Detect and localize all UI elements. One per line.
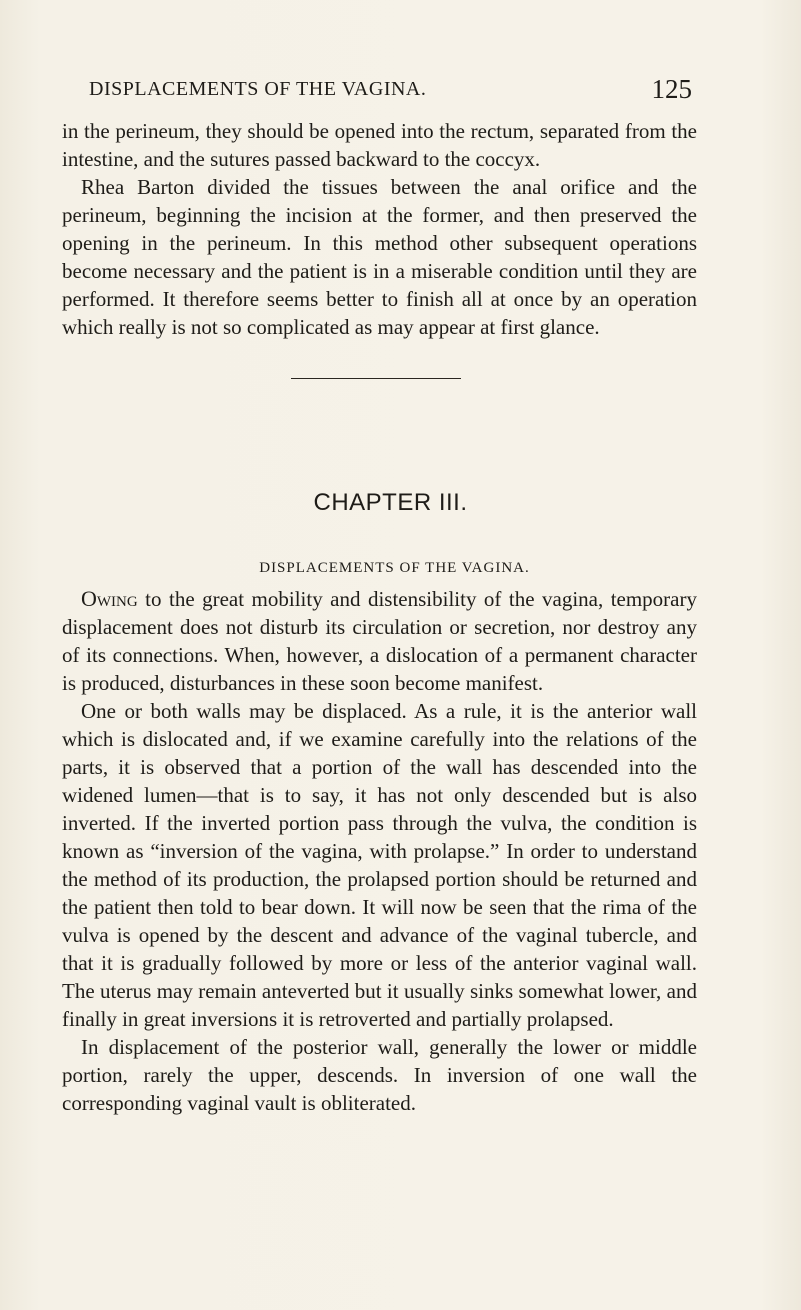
chapter-title: CHAPTER III. [313, 489, 468, 516]
paragraph-text: to the great mobility and distensibility of the vagina, temporary displacement does not disturb its circulation or secretion, nor destroy any of its connections. When, however, a dislocation of a permanent character is produced, disturbances in these soon become manifest. [62, 587, 697, 695]
running-head [88, 74, 692, 108]
chapter-subtitle: DISPLACEMENTS OF THE VAGINA. [259, 560, 530, 576]
continued-text [62, 117, 697, 341]
paragraph: Rhea Barton divided the tissues between the anal orifice and the perineum, beginning the incision at the former, and then preserved the opening in the perineum. In this method other subsequent operations become necessary and the patient is in a miserable condition until they are performed. It therefore seems better to finish all at once by an operation which really is not so complicated as may appear at first glance. [62, 175, 697, 339]
paragraph: In displacement of the posterior wall, generally the lower or middle portion, rarely the upper, descends. In inversion of one wall the corresponding vaginal vault is obliterated. [62, 1035, 697, 1115]
chapter-text [62, 585, 697, 1117]
running-title: DISPLACEMENTS OF THE VAGINA. [89, 78, 427, 100]
paragraph: in the perineum, they should be opened into the rectum, separated from the intestine, and the sutures passed backward to the coccyx. [62, 119, 697, 171]
paragraph: One or both walls may be displaced. As a rule, it is the anterior wall which is dislocated and, if we examine carefully into the relations of the parts, it is observed that a portion of the wall has descended into the widened lumen—that is to say, it has not only descended but is also inverted. If the inverted portion pass through the vulva, the condition is known as “inversion of the vagina, with prolapse.” In order to understand the method of its production, the prolapsed portion should be returned and the patient then told to bear down. It will now be seen that the rima of the vulva is opened by the descent and advance of the vaginal tubercle, and that it is gradually followed by more or less of the anterior vaginal wall. The uterus may remain anteverted but it usually sinks somewhat lower, and finally in great inversions it is retroverted and partially prolapsed. [62, 699, 697, 1031]
paragraph [62, 585, 697, 697]
page-number: 125 [651, 74, 692, 104]
lead-word: Owing [81, 586, 138, 611]
section-divider [291, 378, 461, 379]
